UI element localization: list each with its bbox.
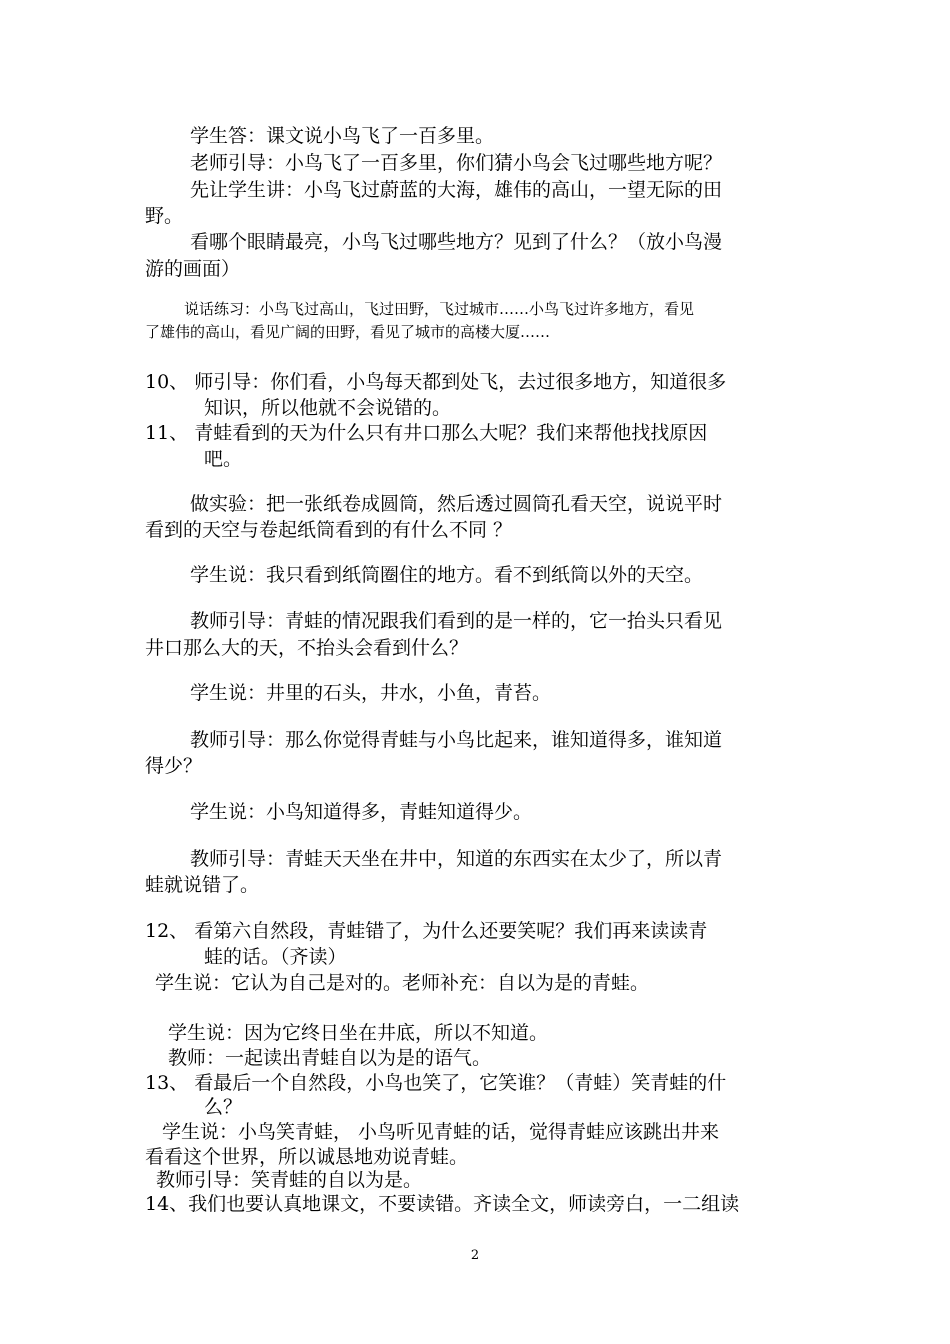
numbered-item-12: 12、 看第六自然段，青蛙错了，为什么还要笑呢？我们再来读读青 — [145, 920, 708, 942]
text-line: 老师引导：小鸟飞了一百多里，你们猜小鸟会飞过哪些地方呢？ — [190, 152, 723, 174]
text-line: 看到的天空与卷起纸筒看到的有什么不同 ？ — [145, 519, 513, 541]
text-line-small: 了雄伟的高山，看见广阔的田野，看见了城市的高楼大厦…… — [145, 323, 551, 341]
numbered-item-10: 10、 师引导：你们看，小鸟每天都到处飞，去过很多地方，知道很多 — [145, 371, 727, 393]
text-line: 学生说：我只看到纸筒圈住的地方。看不到纸筒以外的天空。 — [190, 564, 704, 586]
text-line: 看看这个世界，所以诚恳地劝说青蛙。 — [145, 1146, 469, 1168]
numbered-item-14: 14、我们也要认真地课文，不要读错。齐读全文，师读旁白，一二组读 — [145, 1193, 740, 1215]
text-line: 做实验：把一张纸卷成圆筒，然后透过圆筒孔看天空，说说平时 — [190, 493, 723, 515]
text-line: 先让学生讲：小鸟飞过蔚蓝的大海，雄伟的高山，一望无际的田 — [190, 179, 723, 201]
text-line: 学生说：它认为自己是对的。老师补充：自以为是的青蛙。 — [155, 972, 650, 994]
text-line: 知识，所以他就不会说错的。 — [204, 397, 452, 419]
text-line-small: 说话练习：小鸟飞过高山，飞过田野，飞过城市……小鸟飞过许多地方，看见 — [184, 300, 695, 318]
text-line: 学生说：井里的石头，井水，小鱼，青苔。 — [190, 682, 552, 704]
text-line: 学生说：因为它终日坐在井底，所以不知道。 — [168, 1022, 549, 1044]
text-line: 野。 — [145, 205, 184, 227]
text-line: 井口那么大的天，不抬头会看到什么？ — [145, 637, 469, 659]
text-line: 教师引导：青蛙的情况跟我们看到的是一样的，它一抬头只看见 — [190, 610, 723, 632]
text-line: 蛙的话。（齐读） — [204, 946, 347, 968]
text-line: 学生说：小鸟知道得多，青蛙知道得少。 — [190, 801, 533, 823]
text-line: 游的画面） — [145, 258, 241, 280]
text-line: 蛙就说错了。 — [145, 874, 260, 896]
text-line: 学生答：课文说小鸟飞了一百多里。 — [190, 125, 495, 147]
numbered-item-13: 13、 看最后一个自然段，小鸟也笑了，它笑谁？（青蛙）笑青蛙的什 — [145, 1072, 727, 1094]
text-line: 学生说：小鸟笑青蛙， 小鸟听见青蛙的话，觉得青蛙应该跳出井来 — [162, 1121, 720, 1143]
text-line: 么？ — [204, 1096, 243, 1118]
text-line: 看哪个眼睛最亮，小鸟飞过哪些地方？见到了什么？（放小鸟漫 — [190, 231, 723, 253]
numbered-item-11: 11、 青蛙看到的天为什么只有井口那么大呢？我们来帮他找找原因 — [145, 422, 708, 444]
text-line: 教师引导：那么你觉得青蛙与小鸟比起来，谁知道得多，谁知道 — [190, 729, 723, 751]
text-line: 得少？ — [145, 755, 203, 777]
text-line: 吧。 — [204, 448, 243, 470]
text-line: 教师引导：青蛙天天坐在井中，知道的东西实在太少了，所以青 — [190, 848, 723, 870]
text-line: 教师：一起读出青蛙自以为是的语气。 — [168, 1047, 492, 1069]
page-number: 2 — [470, 1248, 480, 1263]
text-line: 教师引导：笑青蛙的自以为是。 — [156, 1169, 423, 1191]
